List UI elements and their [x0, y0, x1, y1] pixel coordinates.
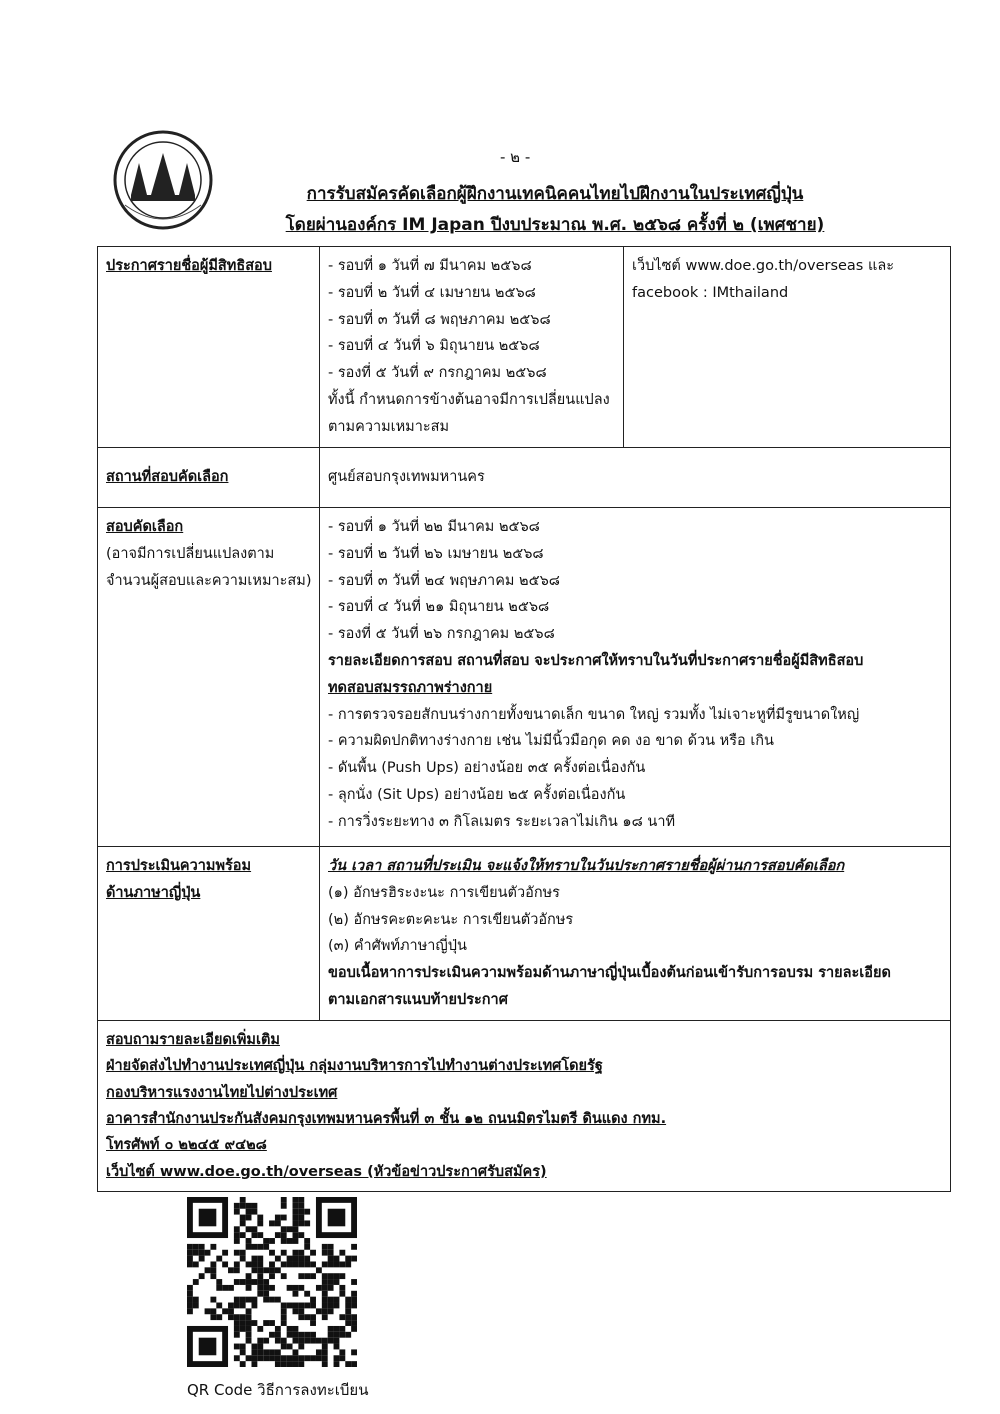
- contact-phone: โทรศัพท์ ๐ ๒๒๔๕ ๙๔๒๘: [106, 1137, 267, 1154]
- exam-round: - รอบที่ ๒ วันที่ ๒๖ เมษายน ๒๕๖๘: [328, 545, 544, 562]
- fitness-test-item: - ลุกนั่ง (Sit Ups) อย่างน้อย ๒๕ ครั้งต่อเนื่องกัน: [328, 786, 626, 803]
- exam-sublabel: จำนวนผู้สอบและความเหมาะสม): [106, 572, 311, 589]
- japanese-label: ด้านภาษาญี่ปุ่น: [106, 884, 201, 901]
- fitness-test-item: - การตรวจรอยสักบนร่างกายทั้งขนาดเล็ก ขนาด ใหญ่ รวมทั้ง ไม่เจาะหูที่มีรูขนาดใหญ่: [328, 706, 860, 723]
- announcement-round: - รอบที่ ๒ วันที่ ๔ เมษายน ๒๕๖๘: [328, 284, 536, 301]
- announcement-label-cell: [98, 247, 320, 448]
- department-logo: [103, 125, 223, 235]
- exam-details: รายละเอียดการสอบ สถานที่สอบ จะประกาศให้ทราบในวันที่ประกาศรายชื่อผู้มีสิทธิสอบ: [328, 652, 864, 669]
- exam-content-cell: [320, 508, 951, 847]
- document-title-line1: การรับสมัครคัดเลือกผู้ฝึกงานเทคนิคคนไทยไปฝึกงานในประเทศญี่ปุ่น: [306, 184, 804, 204]
- venue-label: สถานที่สอบคัดเลือก: [106, 469, 229, 486]
- japanese-assessment-row: [98, 847, 951, 1021]
- fitness-test-item: - การวิ่งระยะทาง ๓ กิโลเมตร ระยะเวลาไม่เกิน ๑๘ นาที: [328, 813, 676, 830]
- qr-code-caption: QR Code วิธีการลงทะเบียน: [187, 1381, 369, 1399]
- announcement-channel-facebook: facebook : IMthailand: [632, 284, 789, 301]
- japanese-label-cell: [98, 847, 320, 1021]
- exam-row: [98, 508, 951, 847]
- exam-round: - รอบที่ ๔ วันที่ ๒๑ มิถุนายน ๒๕๖๘: [328, 599, 550, 616]
- announcement-rounds-cell: [320, 247, 624, 448]
- contact-cell: [98, 1020, 951, 1191]
- contact-heading: สอบถามรายละเอียดเพิ่มเติม: [106, 1031, 280, 1048]
- information-table: [97, 246, 951, 1192]
- japanese-headline: วัน เวลา สถานที่ประเมิน จะแจ้งให้ทราบในวันประกาศรายชื่อผู้ผ่านการสอบคัดเลือก: [328, 858, 845, 874]
- qr-code-image[interactable]: [187, 1197, 357, 1367]
- exam-sublabel: (อาจมีการเปลี่ยนแปลงตาม: [106, 545, 275, 562]
- exam-round: - รอบที่ ๑ วันที่ ๒๒ มีนาคม ๒๕๖๘: [328, 519, 540, 535]
- contact-row: [98, 1020, 951, 1191]
- japanese-label: การประเมินความพร้อม: [106, 858, 252, 874]
- announcement-row: [98, 247, 951, 448]
- announcement-round: - รอบที่ ๓ วันที่ ๘ พฤษภาคม ๒๕๖๘: [328, 311, 551, 328]
- venue-value: ศูนย์สอบกรุงเทพมหานคร: [328, 469, 485, 486]
- exam-label: สอบคัดเลือก: [106, 519, 184, 535]
- venue-value-cell: [320, 448, 951, 508]
- japanese-item: (๒) อักษรคะตะคะนะ การเขียนตัวอักษร: [328, 911, 574, 928]
- announcement-round: - รอบที่ ๑ วันที่ ๗ มีนาคม ๒๕๖๘: [328, 258, 532, 274]
- fitness-test-title: ทดสอบสมรรถภาพร่างกาย: [328, 679, 493, 696]
- exam-label-cell: [98, 508, 320, 847]
- announcement-round: - รองที่ ๕ วันที่ ๙ กรกฎาคม ๒๕๖๘: [328, 365, 547, 382]
- document-title-line2: โดยผ่านองค์กร IM Japan ปีงบประมาณ พ.ศ. ๒๕๖๘ ครั้งที่ ๒ (เพศชาย): [285, 215, 825, 235]
- contact-line: อาคารสำนักงานประกันสังคมกรุงเทพมหานครพื้นที่ ๓ ชั้น ๑๒ ถนนมิตรไมตรี ดินแดง กทม.: [106, 1110, 667, 1127]
- japanese-scope: ตามเอกสารแนบท้ายประกาศ: [328, 991, 508, 1008]
- contact-line: กองบริหารแรงงานไทยไปต่างประเทศ: [106, 1084, 338, 1101]
- announcement-label: ประกาศรายชื่อผู้มีสิทธิสอบ: [106, 258, 272, 274]
- fitness-test-item: - ความผิดปกติทางร่างกาย เช่น ไม่มีนิ้วมือกุด คด งอ ขาด ด้วน หรือ เกิน: [328, 733, 774, 750]
- announcement-round: - รอบที่ ๔ วันที่ ๖ มิถุนายน ๒๕๖๘: [328, 338, 540, 355]
- japanese-content-cell: [320, 847, 951, 1021]
- venue-label-cell: [98, 448, 320, 508]
- announcement-channel-website: เว็บไซต์ www.doe.go.th/overseas และ: [632, 258, 894, 274]
- fitness-test-item: - ดันพื้น (Push Ups) อย่างน้อย ๓๕ ครั้งต่อเนื่องกัน: [328, 760, 646, 777]
- announcement-note: ทั้งนี้ กำหนดการข้างต้นอาจมีการเปลี่ยนแปลง: [328, 391, 610, 408]
- announcement-channel-cell: [624, 247, 951, 448]
- japanese-item: (๑) อักษรฮิระงะนะ การเขียนตัวอักษร: [328, 884, 560, 901]
- japanese-item: (๓) คำศัพท์ภาษาญี่ปุ่น: [328, 938, 467, 955]
- japanese-scope: ขอบเนื้อหาการประเมินความพร้อมด้านภาษาญี่ปุ่นเบื้องต้นก่อนเข้ารับการอบรม รายละเอียด: [328, 965, 891, 982]
- exam-round: - รอบที่ ๓ วันที่ ๒๔ พฤษภาคม ๒๕๖๘: [328, 572, 560, 589]
- exam-round: - รองที่ ๕ วันที่ ๒๖ กรกฎาคม ๒๕๖๘: [328, 626, 555, 643]
- venue-row: [98, 448, 951, 508]
- contact-website-link[interactable]: เว็บไซต์ www.doe.go.th/overseas (หัวข้อข่าวประกาศรับสมัคร): [106, 1163, 547, 1180]
- page-number: - ๒ -: [500, 148, 531, 166]
- contact-line: ฝ่ายจัดส่งไปทำงานประเทศญี่ปุ่น กลุ่มงานบริหารการไปทำงานต่างประเทศโดยรัฐ: [106, 1058, 603, 1075]
- announcement-note: ตามความเหมาะสม: [328, 418, 450, 435]
